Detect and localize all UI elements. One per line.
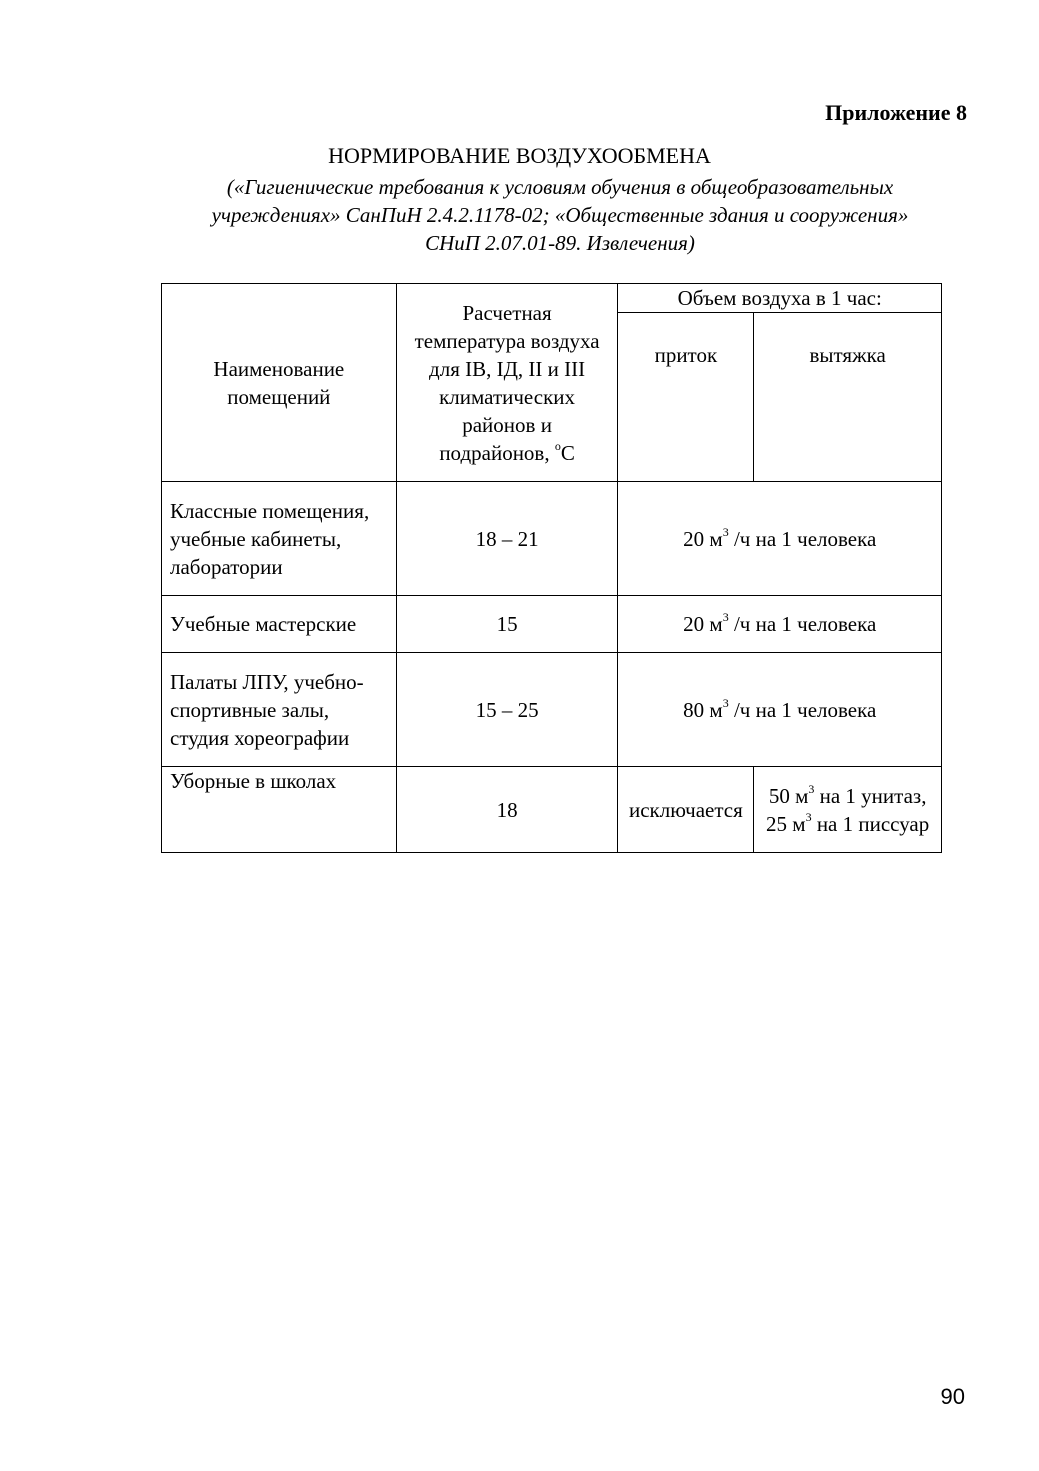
table-header-row <box>162 284 942 313</box>
table-row <box>162 653 942 767</box>
table-row <box>162 767 942 853</box>
subtitle-line: СНиП 2.07.01-89. Извлечения) <box>425 231 695 255</box>
inflow-value: исключается <box>618 767 754 853</box>
temperature-value: 18 <box>396 767 618 853</box>
header-air-volume: Объем воздуха в 1 час: <box>618 284 942 313</box>
room-name: Палаты ЛПУ, учебно-спортивные залы, студия хореографии <box>162 653 397 767</box>
subtitle-line: («Гигиенические требования к условиям обучения в общеобразовательных <box>226 175 894 199</box>
header-temperature: Расчетная температура воздуха для IВ, IД, II и III климатических районов и подрайонов, $^o$С <box>396 284 618 482</box>
subtitle-line: учреждениях» СанПиН 2.4.2.1178-02; «Общественные здания и сооружения» <box>211 203 909 227</box>
header-exhaust: вытяжка <box>754 313 942 482</box>
exhaust-value: 50 $м^3$ на 1 унитаз, 25 $м^3$ на 1 писсуар <box>754 767 942 853</box>
room-name: Учебные мастерские <box>162 596 397 653</box>
header-room: Наименование помещений <box>162 284 397 482</box>
air-volume-value: 20 $м^3$ /ч на 1 человека <box>618 482 942 596</box>
room-name: Уборные в школах <box>162 767 397 853</box>
document-title: НОРМИРОВАНИЕ ВОЗДУХООБМЕНА <box>328 143 711 168</box>
page-number: 90 <box>940 1384 965 1409</box>
appendix-label: Приложение 8 <box>825 100 967 125</box>
air-volume-value: 20 $м^3$ /ч на 1 человека <box>618 596 942 653</box>
table-row <box>162 482 942 596</box>
temperature-value: 15 – 25 <box>396 653 618 767</box>
air-exchange-table <box>161 283 942 853</box>
temperature-value: 18 – 21 <box>396 482 618 596</box>
header-inflow: приток <box>618 313 754 482</box>
temperature-value: 15 <box>396 596 618 653</box>
room-name: Классные помещения, учебные кабинеты, лаборатории <box>162 482 397 596</box>
table-row <box>162 596 942 653</box>
document-subtitle <box>130 173 990 257</box>
air-volume-value: 80 $м^3$ /ч на 1 человека <box>618 653 942 767</box>
